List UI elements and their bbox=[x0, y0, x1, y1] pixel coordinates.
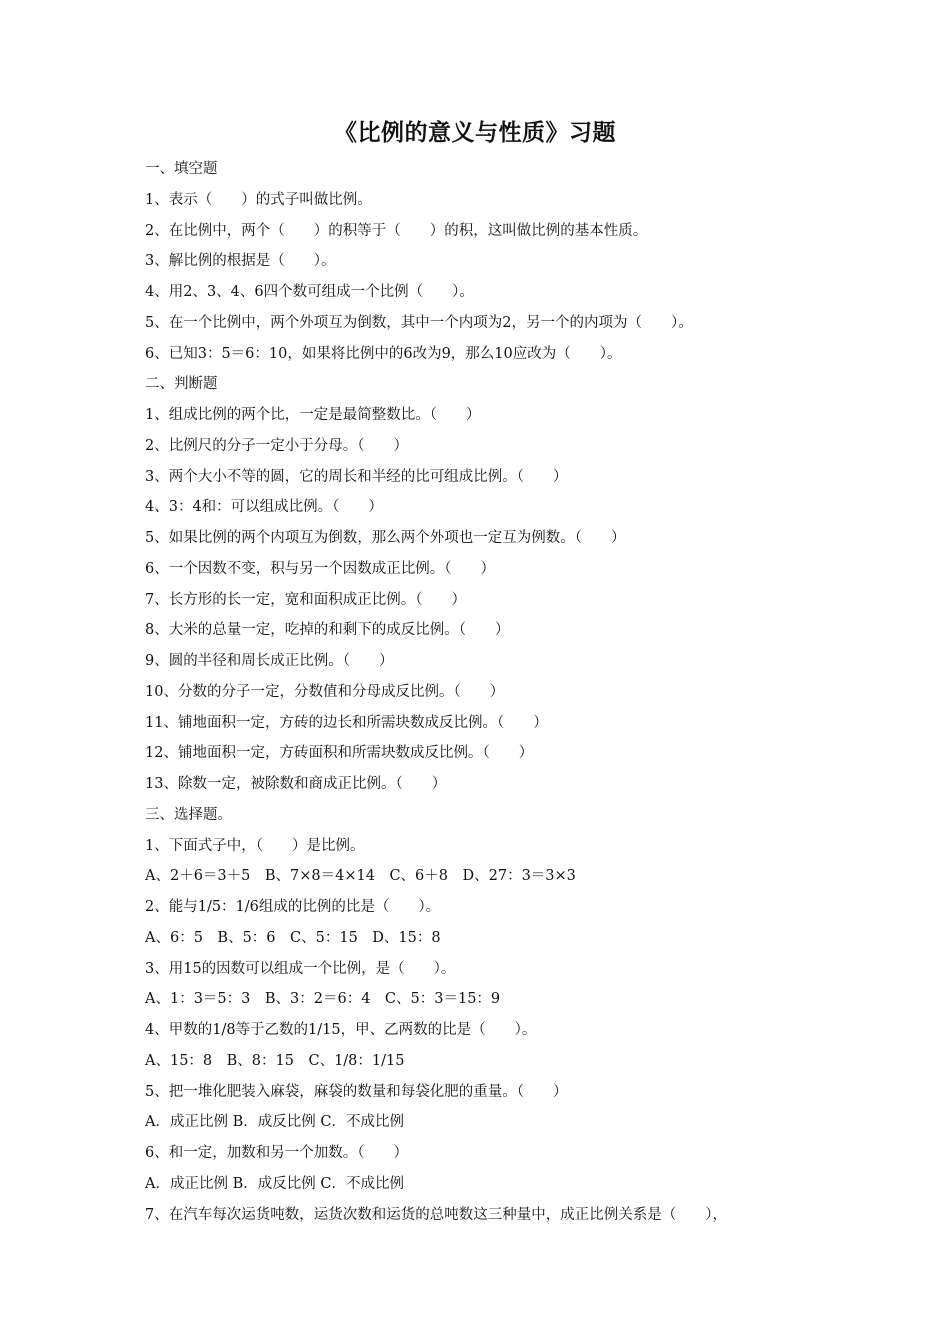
question-line: 12、铺地面积一定，方砖面积和所需块数成反比例。（ ） bbox=[145, 745, 534, 762]
question-line: 10、分数的分子一定，分数值和分母成反比例。（ ） bbox=[145, 683, 505, 700]
question-line: 11、铺地面积一定，方砖的边长和所需块数成反比例。（ ） bbox=[145, 714, 548, 731]
question-line: 1、下面式子中，（ ）是比例。 bbox=[145, 837, 365, 854]
answer-options: A、2＋6＝3＋5 B、7×8＝4×14 C、6＋8 D、27：3＝3×3 bbox=[145, 868, 576, 885]
answer-options: A、15：8 B、8：15 C、1/8：1/15 bbox=[145, 1052, 405, 1069]
section-heading-fill-blank: 一、填空题 bbox=[145, 161, 218, 177]
question-line: 1、组成比例的两个比，一定是最简整数比。（ ） bbox=[145, 407, 481, 423]
question-line: 2、在比例中，两个（ ）的积等于（ ）的积，这叫做比例的基本性质。 bbox=[145, 222, 648, 239]
question-list bbox=[145, 154, 845, 1230]
question-line: 7、长方形的长一定，宽和面积成正比例。（ ） bbox=[145, 591, 466, 608]
question-line: 3、用15的因数可以组成一个比例，是（ ）。 bbox=[145, 960, 456, 977]
question-line: 4、甲数的1/8等于乙数的1/15，甲、乙两数的比是（ ）。 bbox=[145, 1022, 537, 1038]
question-line: 7、在汽车每次运货吨数，运货次数和运货的总吨数这三种量中，成正比例关系是（ ）， bbox=[145, 1206, 727, 1223]
question-line: 5、在一个比例中，两个外项互为倒数，其中一个内项为2，另一个的内项为（ ）。 bbox=[145, 314, 693, 331]
question-line: 8、大米的总量一定，吃掉的和剩下的成反比例。（ ） bbox=[145, 622, 510, 639]
question-line: 9、圆的半径和周长成正比例。（ ） bbox=[145, 653, 394, 669]
question-line: 5、把一堆化肥装入麻袋，麻袋的数量和每袋化肥的重量。（ ） bbox=[145, 1083, 568, 1100]
question-line: 2、能与1/5：1/6组成的比例的比是（ ）。 bbox=[145, 899, 441, 915]
question-line: 1、表示（ ）的式子叫做比例。 bbox=[145, 191, 372, 208]
question-line: 6、已知3：5＝6：10，如果将比例中的6改为9，那么10应改为（ ）。 bbox=[145, 345, 622, 362]
page-title: 《比例的意义与性质》习题 bbox=[334, 119, 616, 146]
question-line: 2、比例尺的分子一定小于分母。（ ） bbox=[145, 437, 408, 454]
question-line: 4、用2、3、4、6四个数可组成一个比例（ ）。 bbox=[145, 284, 474, 300]
answer-options: A、6：5 B、5：6 C、5：15 D、15：8 bbox=[145, 929, 441, 946]
answer-options: A、1：3＝5：3 B、3：2＝6：4 C、5：3＝15：9 bbox=[145, 991, 501, 1008]
question-line: 6、一个因数不变，积与另一个因数成正比例。（ ） bbox=[145, 560, 495, 577]
question-line: 4、3：4和：可以组成比例。（ ） bbox=[145, 499, 383, 516]
question-line: 3、解比例的根据是（ ）。 bbox=[145, 253, 336, 270]
question-line: 3、两个大小不等的圆，它的周长和半经的比可组成比例。（ ） bbox=[145, 468, 568, 485]
section-heading-true-false: 二、判断题 bbox=[145, 376, 218, 393]
section-heading-multiple-choice: 三、选择题。 bbox=[145, 806, 232, 823]
answer-options: A．成正比例 B．成反比例 C．不成比例 bbox=[145, 1175, 404, 1192]
question-line: 5、如果比例的两个内项互为倒数，那么两个外项也一定互为例数。（ ） bbox=[145, 530, 626, 546]
question-line: 13、除数一定，被除数和商成正比例。（ ） bbox=[145, 776, 447, 792]
answer-options: A．成正比例 B．成反比例 C．不成比例 bbox=[145, 1114, 404, 1131]
question-line: 6、和一定，加数和另一个加数。（ ） bbox=[145, 1145, 408, 1161]
